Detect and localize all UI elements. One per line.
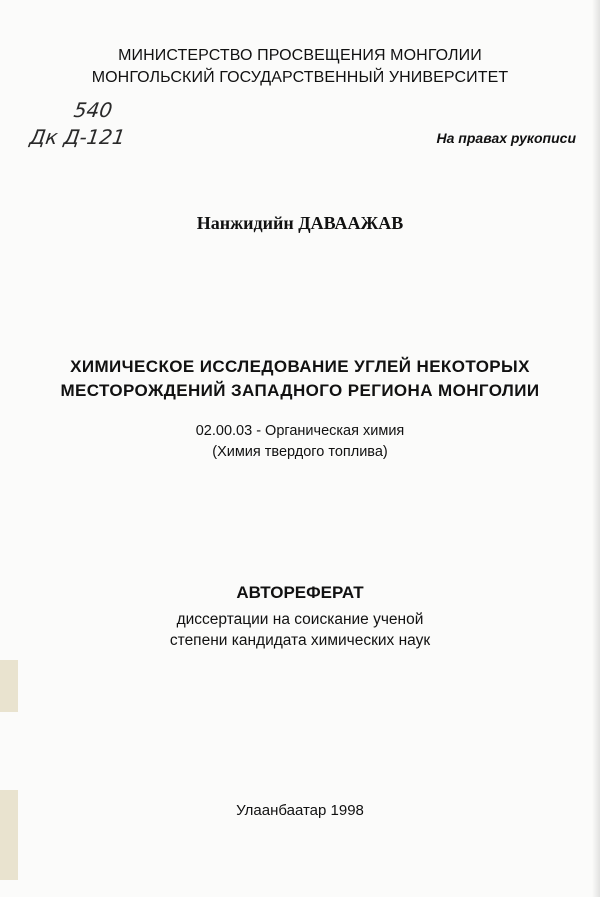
author-name: Нанжидийн ДАВААЖАВ [196,213,404,233]
handwritten-catalog-code: Дк Д-121 [28,125,127,149]
abstract-description [0,609,600,651]
specialty-subfield: (Химия твердого топлива) [212,444,388,460]
specialty-block [0,421,600,463]
abstract-label: АВТОРЕФЕРАТ [236,583,364,602]
institution-header [0,45,600,89]
ministry-name: МИНИСТЕРСТВО ПРОСВЕЩЕНИЯ МОНГОЛИИ [118,47,482,64]
title-line: МЕСТОРОЖДЕНИЙ ЗАПАДНОГО РЕГИОНА МОНГОЛИИ [60,381,540,400]
abstract-line: степени кандидата химических наук [169,632,431,649]
university-name: МОНГОЛЬСКИЙ ГОСУДАРСТВЕННЫЙ УНИВЕРСИТЕТ [91,69,509,86]
place-year: Улаанбаатар 1998 [236,802,364,819]
title-line: ХИМИЧЕСКОЕ ИССЛЕДОВАНИЕ УГЛЕЙ НЕКОТОРЫХ [70,357,530,376]
handwritten-number: 540 [72,98,114,122]
specialty-code: 02.00.03 - Органическая химия [195,423,405,439]
rights-note: На правах рукописи [436,130,576,146]
abstract-line: диссертации на соискание ученой [176,611,424,628]
paper-edge-mark [0,660,18,712]
dissertation-title [0,355,600,403]
